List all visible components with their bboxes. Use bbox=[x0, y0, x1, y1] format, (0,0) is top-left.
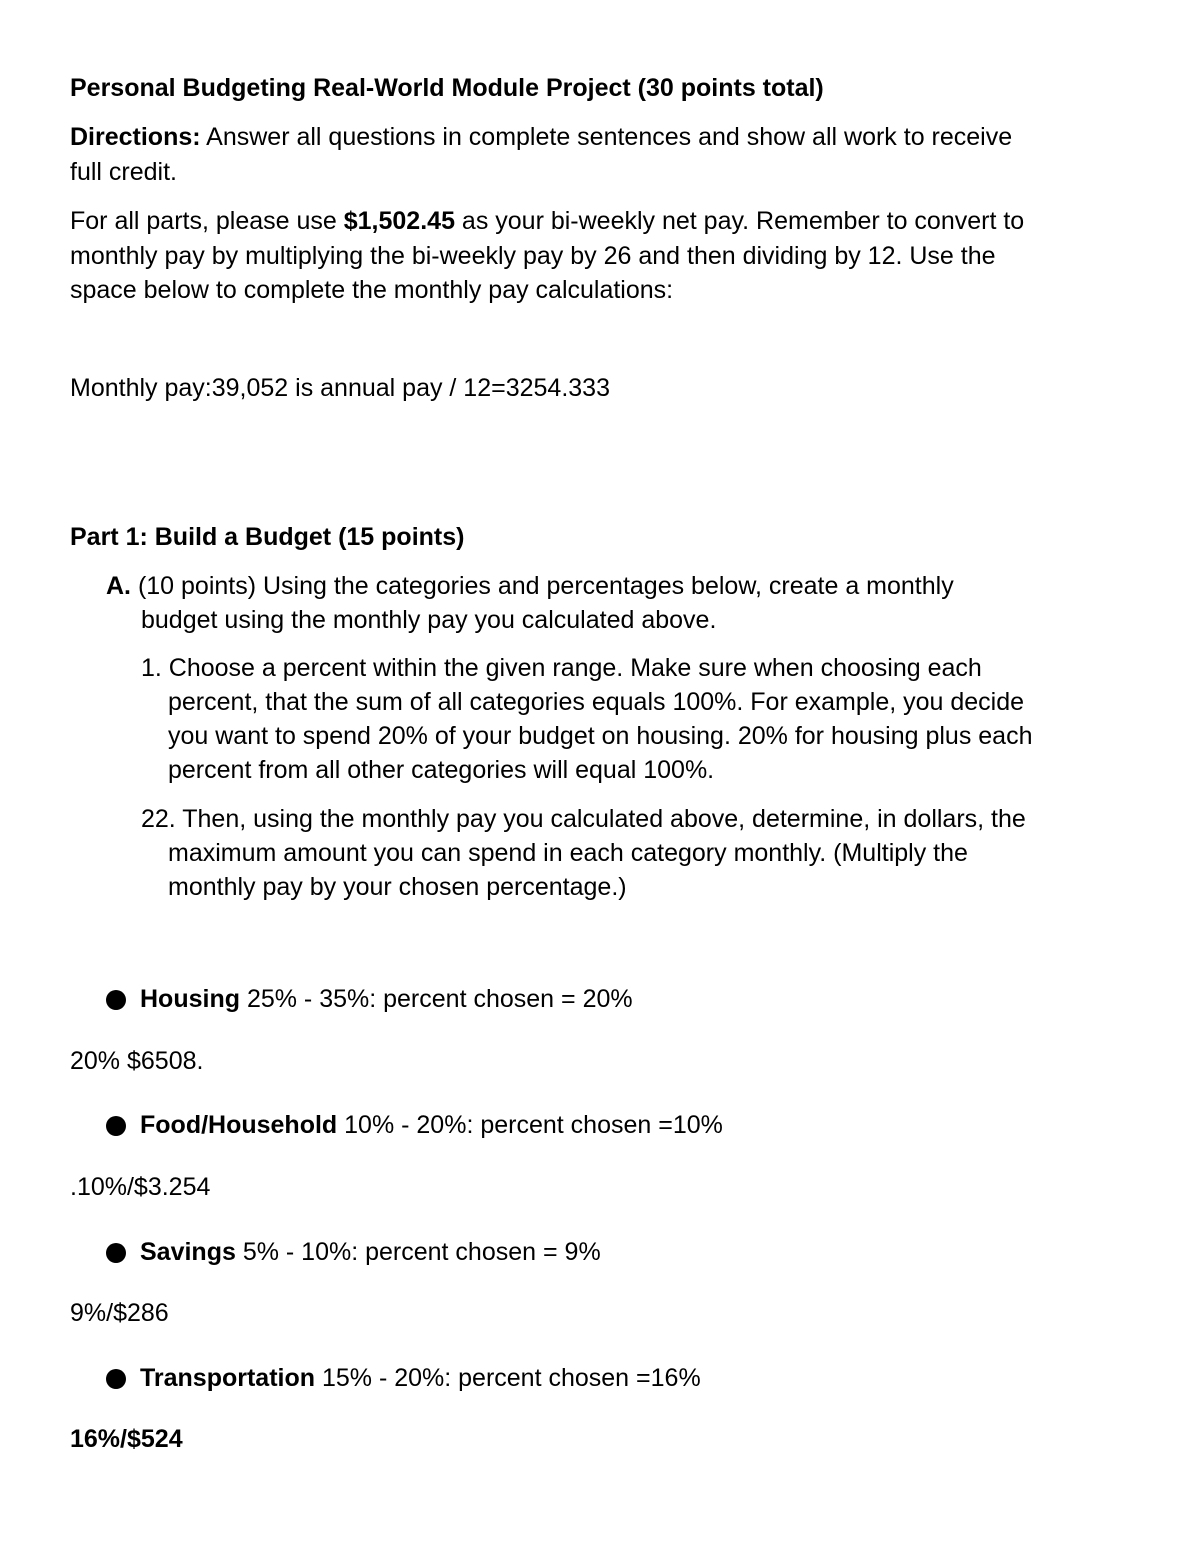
step1-line-3: you want to spend 20% of your budget on housing. 20% for housing plus each bbox=[168, 722, 1033, 750]
question-a-line-2: budget using the monthly pay you calculated above. bbox=[141, 606, 717, 634]
directions-text-1: Answer all questions in complete sentences and show all work to receive bbox=[200, 123, 1013, 151]
category-transportation bbox=[106, 1361, 701, 1395]
category-savings bbox=[106, 1235, 601, 1269]
category-answer-transportation: 16%/$524 bbox=[70, 1425, 183, 1453]
document-title: Personal Budgeting Real-World Module Project (30 points total) bbox=[70, 74, 824, 102]
category-name: Food/Household bbox=[140, 1111, 338, 1139]
category-answer-food-household: .10%/$3.254 bbox=[70, 1173, 211, 1201]
category-detail: 10% - 20%: percent chosen =10% bbox=[337, 1111, 723, 1139]
question-a-text-1: (10 points) Using the categories and percentages below, create a monthly bbox=[131, 572, 954, 600]
category-detail: 15% - 20%: percent chosen =16% bbox=[315, 1364, 701, 1392]
question-a-label: A. bbox=[106, 572, 131, 600]
part1-heading: Part 1: Build a Budget (15 points) bbox=[70, 523, 465, 551]
category-detail: 25% - 35%: percent chosen = 20% bbox=[240, 985, 633, 1013]
category-food-household bbox=[106, 1108, 723, 1142]
monthly-pay-answer: Monthly pay:39,052 is annual pay / 12=3254.333 bbox=[70, 374, 610, 402]
intro-text-pre: For all parts, please use bbox=[70, 207, 344, 235]
category-name: Savings bbox=[140, 1238, 236, 1266]
intro-text-post: as your bi-weekly net pay. Remember to convert to bbox=[454, 207, 1025, 235]
step1-line-2: percent, that the sum of all categories equals 100%. For example, you decide bbox=[168, 688, 1025, 716]
step1-line-1: 1. Choose a percent within the given range. Make sure when choosing each bbox=[141, 654, 982, 682]
step2-line-2: maximum amount you can spend in each category monthly. (Multiply the bbox=[168, 839, 968, 867]
bullet-icon bbox=[106, 1116, 126, 1136]
bullet-icon bbox=[106, 1243, 126, 1263]
directions-label: Directions: bbox=[70, 123, 201, 151]
category-answer-housing: 20% $6508. bbox=[70, 1047, 204, 1075]
intro-line-1 bbox=[70, 204, 1024, 238]
category-name: Transportation bbox=[140, 1364, 316, 1392]
question-a-line-1 bbox=[106, 569, 954, 603]
net-pay-amount: $1,502.45 bbox=[343, 207, 455, 235]
category-name: Housing bbox=[140, 985, 240, 1013]
category-housing bbox=[106, 982, 633, 1016]
intro-line-3: space below to complete the monthly pay calculations: bbox=[70, 276, 674, 304]
step2-line-1: 22. Then, using the monthly pay you calculated above, determine, in dollars, the bbox=[141, 805, 1026, 833]
bullet-icon bbox=[106, 990, 126, 1010]
bullet-icon bbox=[106, 1369, 126, 1389]
step1-line-4: percent from all other categories will equal 100%. bbox=[168, 756, 715, 784]
step2-line-3: monthly pay by your chosen percentage.) bbox=[168, 873, 627, 901]
intro-line-2: monthly pay by multiplying the bi-weekly pay by 26 and then dividing by 12. Use the bbox=[70, 242, 996, 270]
category-answer-savings: 9%/$286 bbox=[70, 1299, 169, 1327]
directions-line-2: full credit. bbox=[70, 158, 177, 186]
directions-line-1 bbox=[70, 120, 1012, 154]
category-detail: 5% - 10%: percent chosen = 9% bbox=[235, 1238, 601, 1266]
